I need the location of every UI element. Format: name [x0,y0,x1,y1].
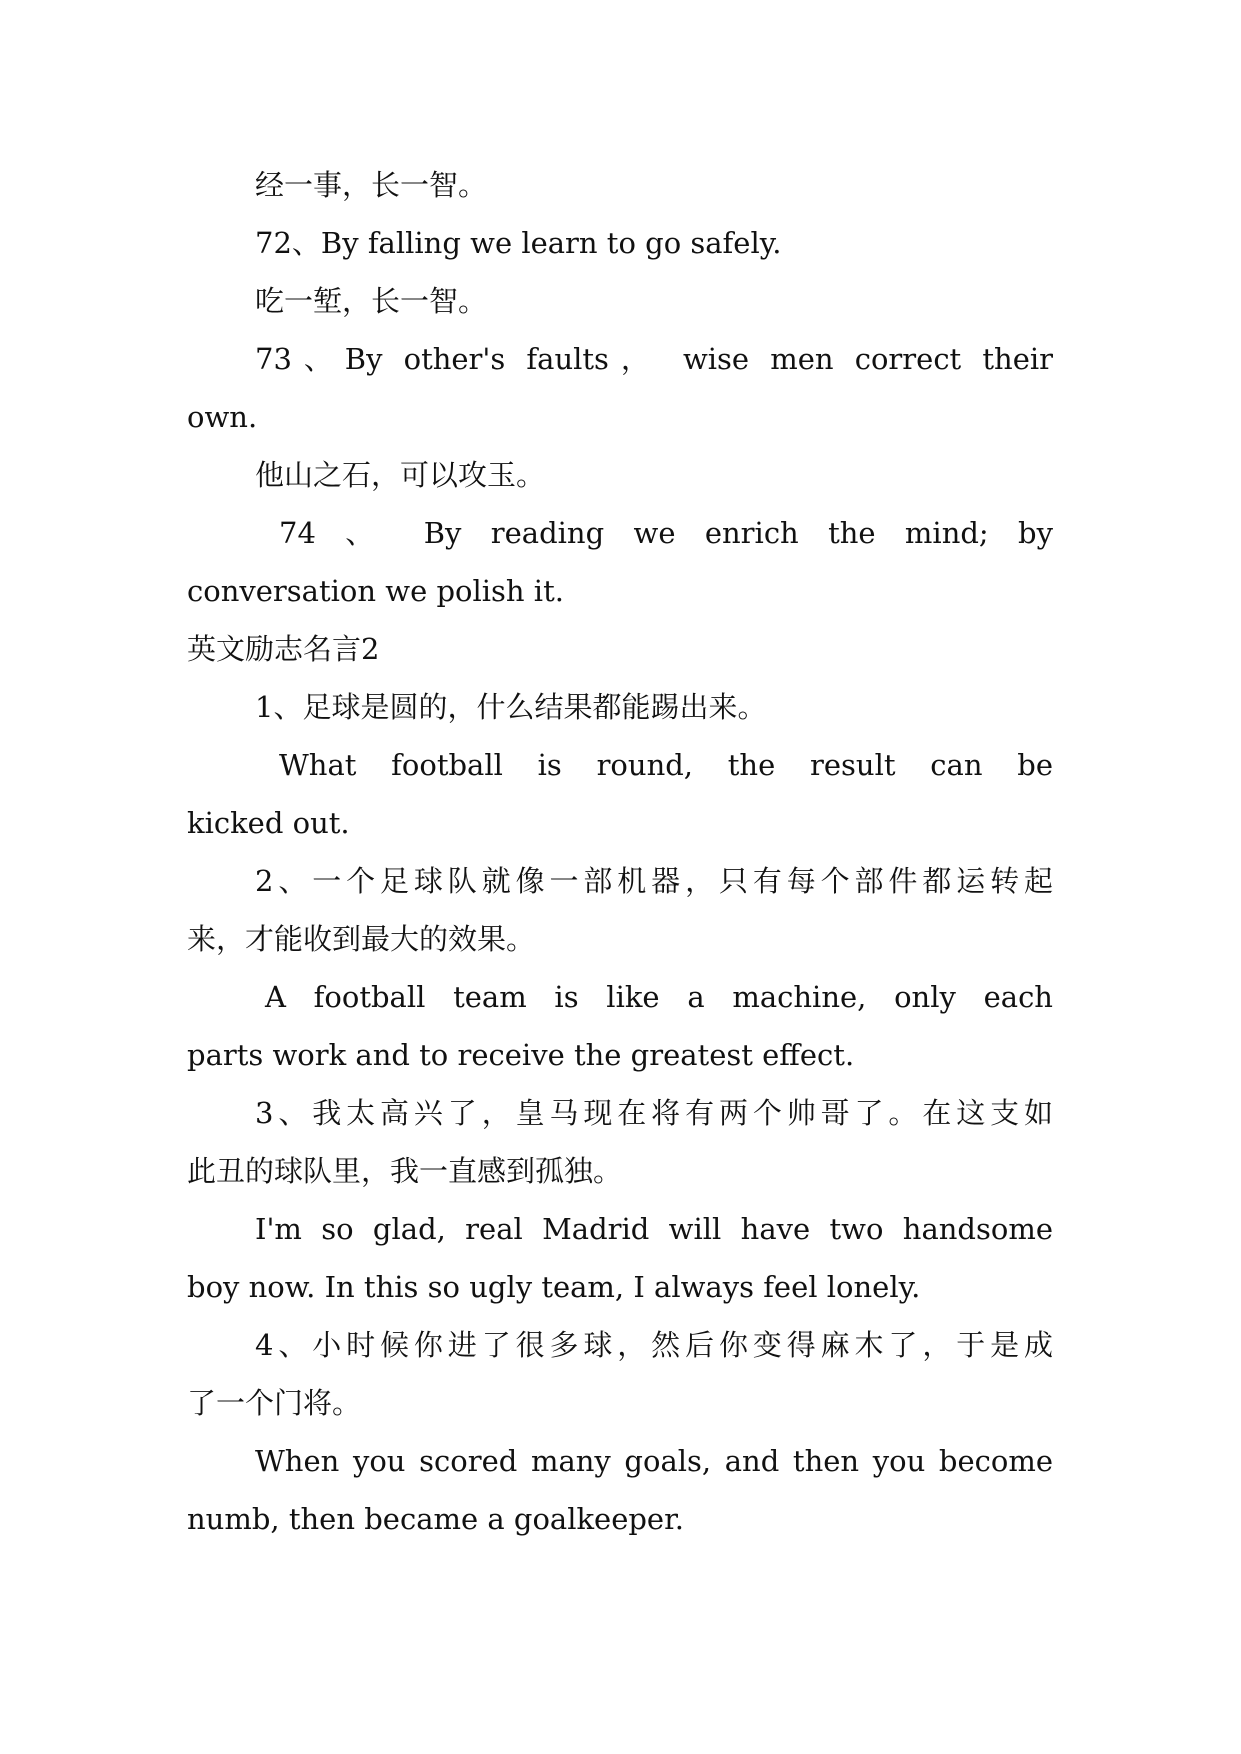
text-line: 74 、 By reading we enrich the mind; by [279,516,1053,550]
text-line: own. [187,400,258,434]
text-line: 此丑的球队里，我一直感到孤独。 [187,1154,623,1188]
text-line: I'm so glad, real Madrid will have two handsome [255,1212,1053,1246]
text-line: 1、足球是圆的，什么结果都能踢出来。 [255,690,767,724]
document-body [187,156,1053,1548]
text-line: When you scored many goals, and then you become [255,1444,1053,1478]
text-line: 吃一堑，长一智。 [255,284,488,318]
text-line: 了一个门将。 [187,1386,362,1420]
text-line: What football is round, the result can be [279,748,1053,782]
text-line: A football team is like a machine, only each [265,980,1053,1014]
text-line: 72、By falling we learn to go safely. [255,226,782,260]
text-line: 他山之石，可以攻玉。 [255,458,546,492]
text-line: conversation we polish it. [187,574,564,608]
text-line: 来，才能收到最大的效果。 [187,922,536,956]
text-line: numb, then became a goalkeeper. [187,1502,684,1536]
text-line: boy now. In this so ugly team, I always feel lonely. [187,1270,921,1304]
text-line: 3、我太高兴了，皇马现在将有两个帅哥了。在这支如 [255,1096,1053,1130]
text-line: kicked out. [187,806,350,840]
text-line: 经一事，长一智。 [255,168,488,202]
text-line: parts work and to receive the greatest effect. [187,1038,855,1072]
text-line: 73、By other's faults， wise men correct their [255,342,1053,376]
section-heading: 英文励志名言2 [187,632,380,666]
text-line: 2、一个足球队就像一部机器，只有每个部件都运转起 [255,864,1053,898]
text-line: 4、小时候你进了很多球，然后你变得麻木了，于是成 [255,1328,1053,1362]
